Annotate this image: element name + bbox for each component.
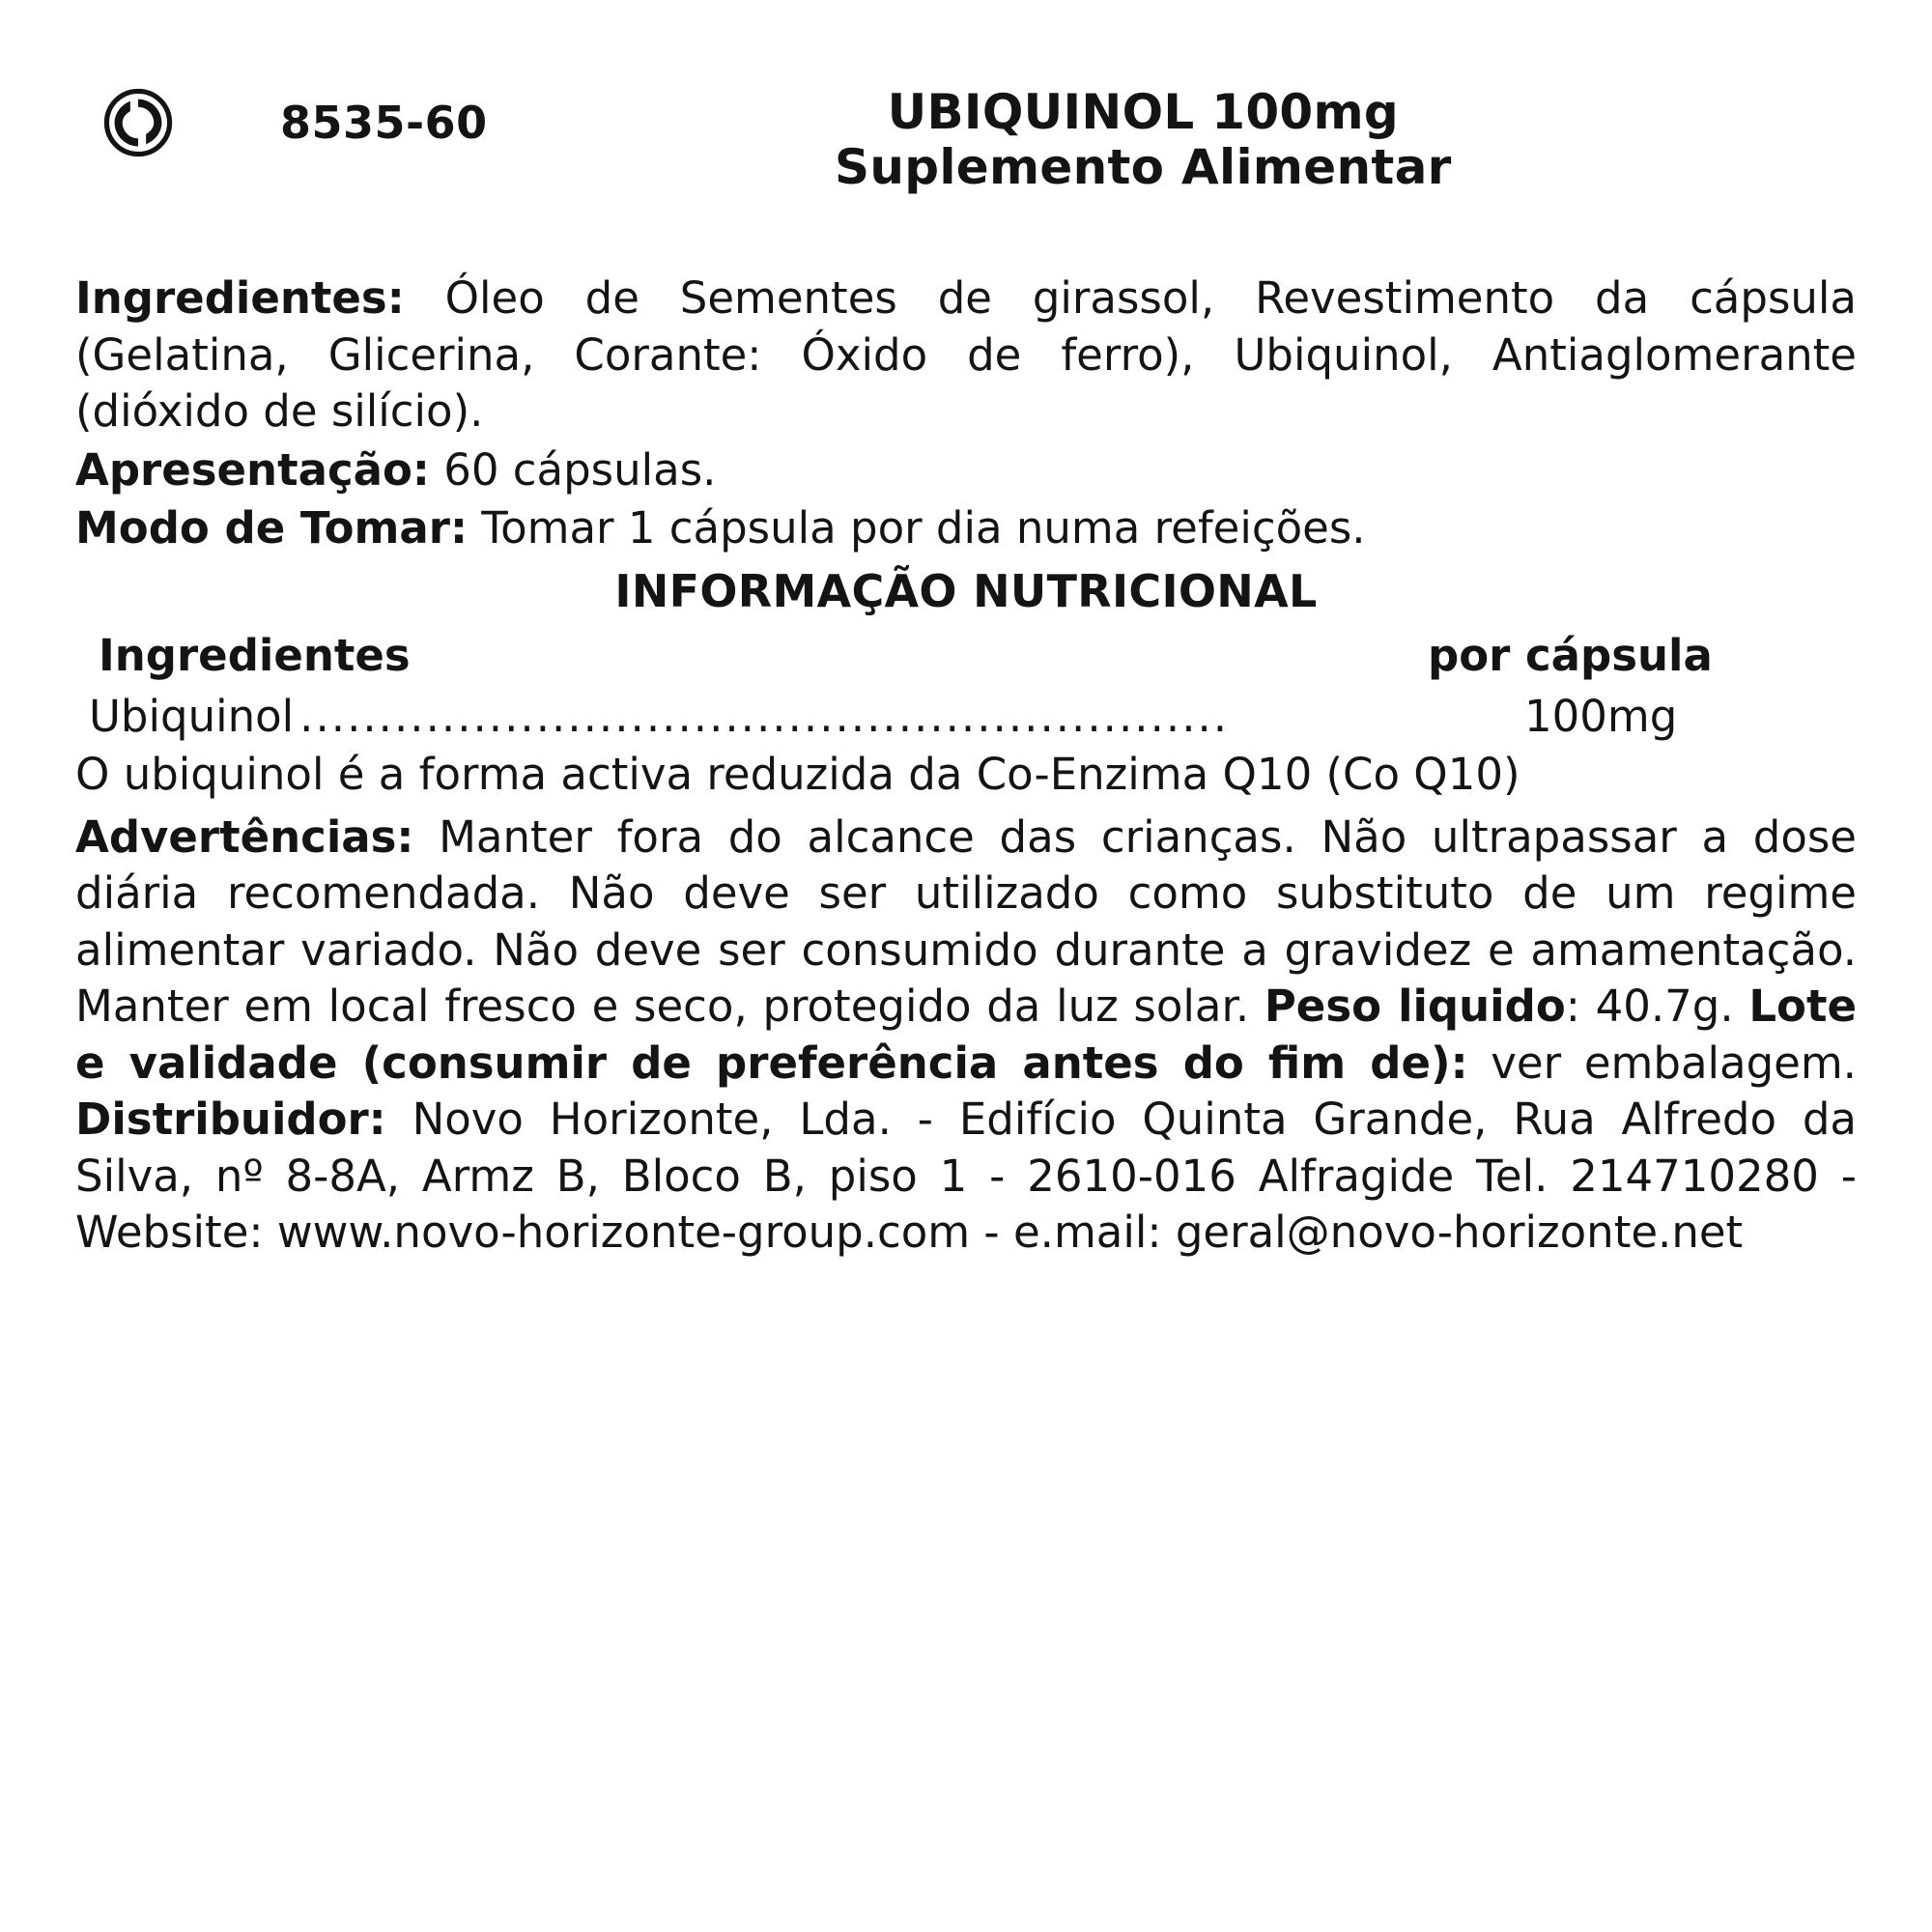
product-subtitle: Suplemento Alimentar <box>835 139 1452 195</box>
product-title-block <box>430 85 1857 196</box>
usage-text: Tomar 1 cápsula por dia numa refeições. <box>467 502 1366 554</box>
nutrition-col-ingredients: Ingredientes <box>99 630 411 682</box>
product-code: 8535-60 <box>280 97 488 149</box>
table-row <box>75 689 1857 746</box>
batch-validity-label: Lote e validade (consumir de preferência antes do fim de): <box>75 980 1857 1089</box>
warnings-label: Advertências: <box>75 810 414 863</box>
nutrition-table-header <box>75 628 1857 685</box>
nutrition-row-dots: ........................................................... <box>299 690 1230 742</box>
warnings-text: Manter fora do alcance das crianças. Não ultrapassar a dose diária recomendada. Não deve ser utilizado como substituto de um regime alimentar variado. Não deve ser consumido durante a gravidez e amamentação. Manter em local fresco e seco, protegido da luz solar. <box>75 810 1857 1033</box>
nutrition-note: O ubiquinol é a forma activa reduzida da Co-Enzima Q10 (Co Q10) <box>75 749 1520 801</box>
label-body <box>75 270 1857 1262</box>
net-weight-text: : 40.7g. <box>1565 980 1749 1033</box>
label-header <box>75 58 1857 230</box>
product-name: UBIQUINOL 100mg <box>887 84 1400 140</box>
presentation-text: 60 cápsulas. <box>429 443 717 496</box>
usage-paragraph <box>75 500 1857 557</box>
warnings-paragraph <box>75 810 1857 1262</box>
nutrition-title: INFORMAÇÃO NUTRICIONAL <box>614 564 1318 617</box>
nutrition-col-per-capsule: por cápsula <box>1428 630 1713 682</box>
presentation-paragraph <box>75 442 1857 499</box>
ingredients-paragraph <box>75 270 1857 440</box>
ingredients-text: Óleo de Sementes de girassol, Revestimento da cápsula (Gelatina, Glicerina, Corante: Óxido de ferro), Ubiquinol, Antiaglomerante (dióxido de silício). <box>75 272 1857 437</box>
presentation-label: Apresentação: <box>75 443 430 496</box>
ingredients-label: Ingredientes: <box>75 272 405 324</box>
nutrition-row-value: 100mg <box>1524 690 1678 742</box>
usage-label: Modo de Tomar: <box>75 502 468 554</box>
batch-validity-text: ver embalagem. <box>1467 1037 1857 1089</box>
nutrition-row-name: Ubiquinol <box>89 690 295 742</box>
distributor-text: Novo Horizonte, Lda. - Edifício Quinta Grande, Rua Alfredo da Silva, nº 8-8A, Armz B, Bloco B, piso 1 - 2610-016 Alfragide Tel. 214710280 - Website: www.novo-horizonte-group.com - e.mail: geral@novo-horizonte.net <box>75 1094 1857 1259</box>
recycle-mobius-icon <box>102 87 174 158</box>
net-weight-label: Peso liquido <box>1264 980 1566 1033</box>
distributor-label: Distribuidor: <box>75 1094 386 1146</box>
